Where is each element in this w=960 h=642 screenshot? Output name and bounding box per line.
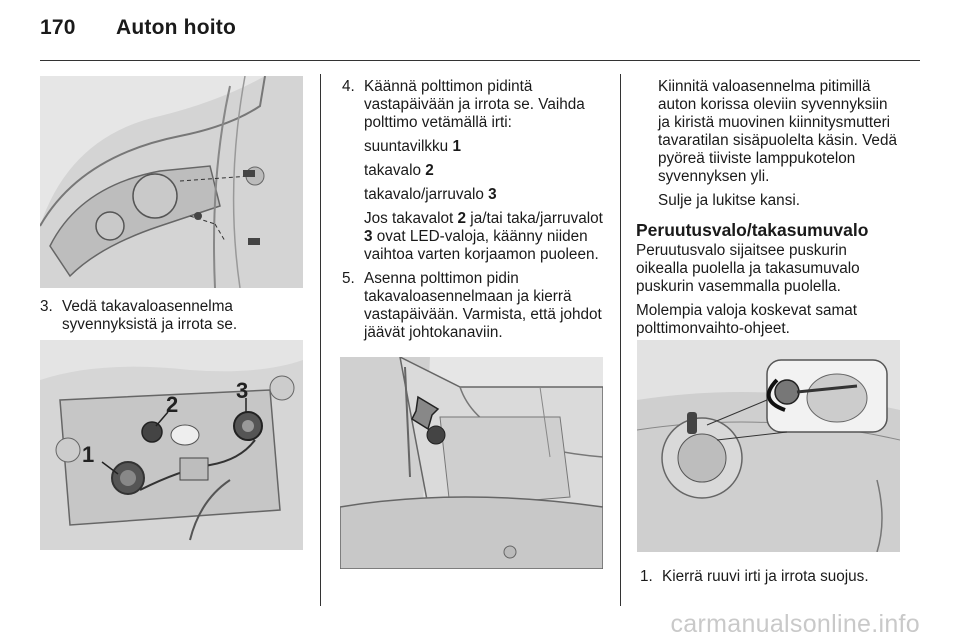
paragraph: Kiinnitä valoasennelma pitimillä auton korissa oleviin syvennyksiin ja kiristä muovinen kiinnitysmutteri tavaratilan sisäpuolelta käsin. Vedä pyöreä tiiviste lamppukotelon syvennyksen yli. xyxy=(658,78,897,185)
step-1 xyxy=(640,568,906,586)
step-4 xyxy=(342,78,608,132)
column-2-text xyxy=(342,78,608,348)
step-number: 4. xyxy=(342,78,355,95)
step-text: Kierrä ruuvi irti ja irrota suojus. xyxy=(662,568,869,585)
note-text: ja/tai taka/jarruvalot xyxy=(466,210,603,227)
list-item-number: 1 xyxy=(452,138,461,155)
list-item xyxy=(342,162,608,180)
list-item xyxy=(342,138,608,156)
note-number: 3 xyxy=(364,228,373,245)
step-number: 5. xyxy=(342,270,355,287)
step-number: 1. xyxy=(640,568,653,585)
figure-bumper-light xyxy=(637,340,900,552)
figure-tail-light-mount xyxy=(40,76,303,288)
column-1-text xyxy=(40,298,306,340)
list-item-label: takavalo xyxy=(364,162,426,179)
page-title: Auton hoito xyxy=(116,16,236,39)
column-3-text xyxy=(636,78,902,344)
figure-trunk-interior xyxy=(340,357,603,569)
note-number: 2 xyxy=(457,210,467,227)
header-rule xyxy=(40,60,920,61)
section-heading: Peruutusvalo/takasumuvalo xyxy=(636,220,869,240)
note-text: ovat LED-valoja, käänny niiden vaihtoa varten korjaamon puoleen. xyxy=(364,228,599,263)
paragraph: Peruutusvalo sijaitsee puskurin oikealla puolella ja takasumuvalo puskurin vasemmalla puolella. xyxy=(636,242,860,295)
watermark: carmanualsonline.info xyxy=(670,610,920,638)
column-3-steps xyxy=(640,568,906,592)
paragraph: Molempia valoja koskevat samat polttimonvaihto-ohjeet. xyxy=(636,302,858,337)
list-item-label: suuntavilkku xyxy=(364,138,453,155)
step-number: 3. xyxy=(40,298,53,315)
page-number: 170 xyxy=(40,16,76,39)
step-5 xyxy=(342,270,608,342)
column-divider-1 xyxy=(320,74,321,606)
step-3 xyxy=(40,298,306,334)
list-item-number: 2 xyxy=(425,162,434,179)
callout-1: 1 xyxy=(82,442,95,467)
list-item-label: takavalo/jarruvalo xyxy=(364,186,489,203)
list-item xyxy=(342,186,608,204)
step-text: Vedä takavaloasennelma syvennyksistä ja irrota se. xyxy=(62,298,238,333)
page-header xyxy=(40,16,236,40)
figure-bulb-holders xyxy=(40,340,303,550)
step-text: Asenna polttimon pidin takavaloasennelmaan ja kierrä vastapäivään. Varmista, että johdot jäävät johtokanaviin. xyxy=(364,270,602,341)
column-divider-2 xyxy=(620,74,621,606)
paragraph: Sulje ja lukitse kansi. xyxy=(658,192,800,209)
step-text: Käännä polttimon pidintä vastapäivään ja irrota se. Vaihda polttimo vetämällä irti: xyxy=(364,78,585,131)
callout-2: 2 xyxy=(166,392,179,417)
led-note xyxy=(342,210,608,264)
note-text: Jos takavalot xyxy=(364,210,458,227)
list-item-number: 3 xyxy=(488,186,497,203)
callout-3: 3 xyxy=(236,378,249,403)
